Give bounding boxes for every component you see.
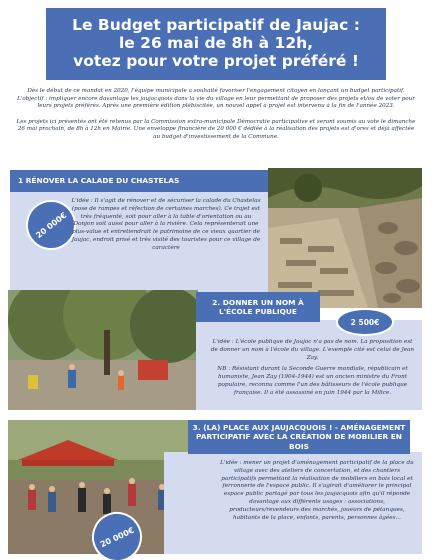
intro-text (14, 88, 418, 150)
project-3-amount-badge: 20 000€ (84, 504, 150, 560)
title-line-2: le 26 mai de 8h à 12h, (118, 34, 314, 52)
title-line-1: Le Budget participatif de Jaujac : (72, 16, 360, 34)
project-2-title: 2. DONNER UN NOM À L'ÉCOLE PUBLIQUE (196, 292, 320, 322)
project-2-note: NB : Résistant durant la Seconde Guerre mondiale, républicain et humaniste, Jean Zay (1904-1944) est un ancien ministre du Front populaire, reconnu comme l'un des bâtisseurs de l'école publique française. Il a été assassiné en juin 1944 par la Milice. (217, 366, 408, 396)
project-1-amount-badge: 20 000€ (16, 190, 86, 260)
project-3-description: L'idée : mener un projet d'aménagement participatif de la place du village avec des ateliers de concertation, et des chantiers participatifs permettant la réalisation de mobiliers en bois local et ferronnerie de l'espace public. Il s'agirait d'améliorer le principal espace public partagé par tous les jaujacquois afin qu'il réponde davantage aux différents usages : associations, producteurs/revendeurs des marchés, joueurs de pétanques, habitants de la place, enfants, parents, personnes âgées... (220, 460, 414, 521)
project-3-title: 3. (LA) PLACE AUX JAUJACQUOIS ! - AMÉNAGEMENT PARTICIPATIF AVEC LA CRÉATION DE MOBILIER EN BOIS (188, 420, 410, 454)
school-yard-photo (8, 290, 198, 410)
project-2-idea: L'idée : L'école publique de Jaujac n'a pas de nom. La proposition est de donner un nom à l'école du village. L'exemple cité est celui de Jean Zay. (210, 339, 415, 361)
project-2-amount-badge: 2 500€ (336, 308, 394, 336)
project-1-description: L'idée : Il s'agit de rénover et de sécuriser la calade du Chastelas (pose de rampes et réfection de certaines marches). Ce trajet est très fréquenté, soit pour aller à la table d'orientation ou au Donjon soit aussi pour aller à la rivière. Cela représenterait une plus-value et entretiendrait le patrimoine de ce vieux quartier de Jaujac, endroit prisé et très visité des touristes pour ce village de caractère (71, 198, 261, 251)
intro-paragraph-1: Dès le début de ce mandat en 2020, l'équipe municipale a souhaité favoriser l'engagement citoyen en lançant un budget participatif. L'objectif : impliquer encore davantage les jaujacquois dans la vie du village en leur permettant de proposer des projets et/ou de voter pour leurs projets préférés. Après une première édition plébiscitée, un nouvel appel à projet est intervenu à la fin de l'année 2023. (17, 88, 415, 110)
project-2-description (210, 339, 415, 402)
project-1-title: 1 RÉNOVER LA CALADE DU CHASTELAS (10, 170, 272, 192)
intro-paragraph-2: Les projets ici présentés ont été retenus par la Commission extra-municipale Démocratie participative et seront soumis au vote le dimanche 26 mai prochain, de 8h à 12h en Mairie. Une enveloppe financière de 20 000 € dédiée à la réalisation des projets est d'ores et déjà affectée au budget d'investissement de la Commune. (16, 118, 416, 140)
title-line-3: votez pour votre projet préféré ! (73, 52, 359, 70)
page-title (46, 8, 386, 80)
calade-photo (268, 168, 422, 308)
